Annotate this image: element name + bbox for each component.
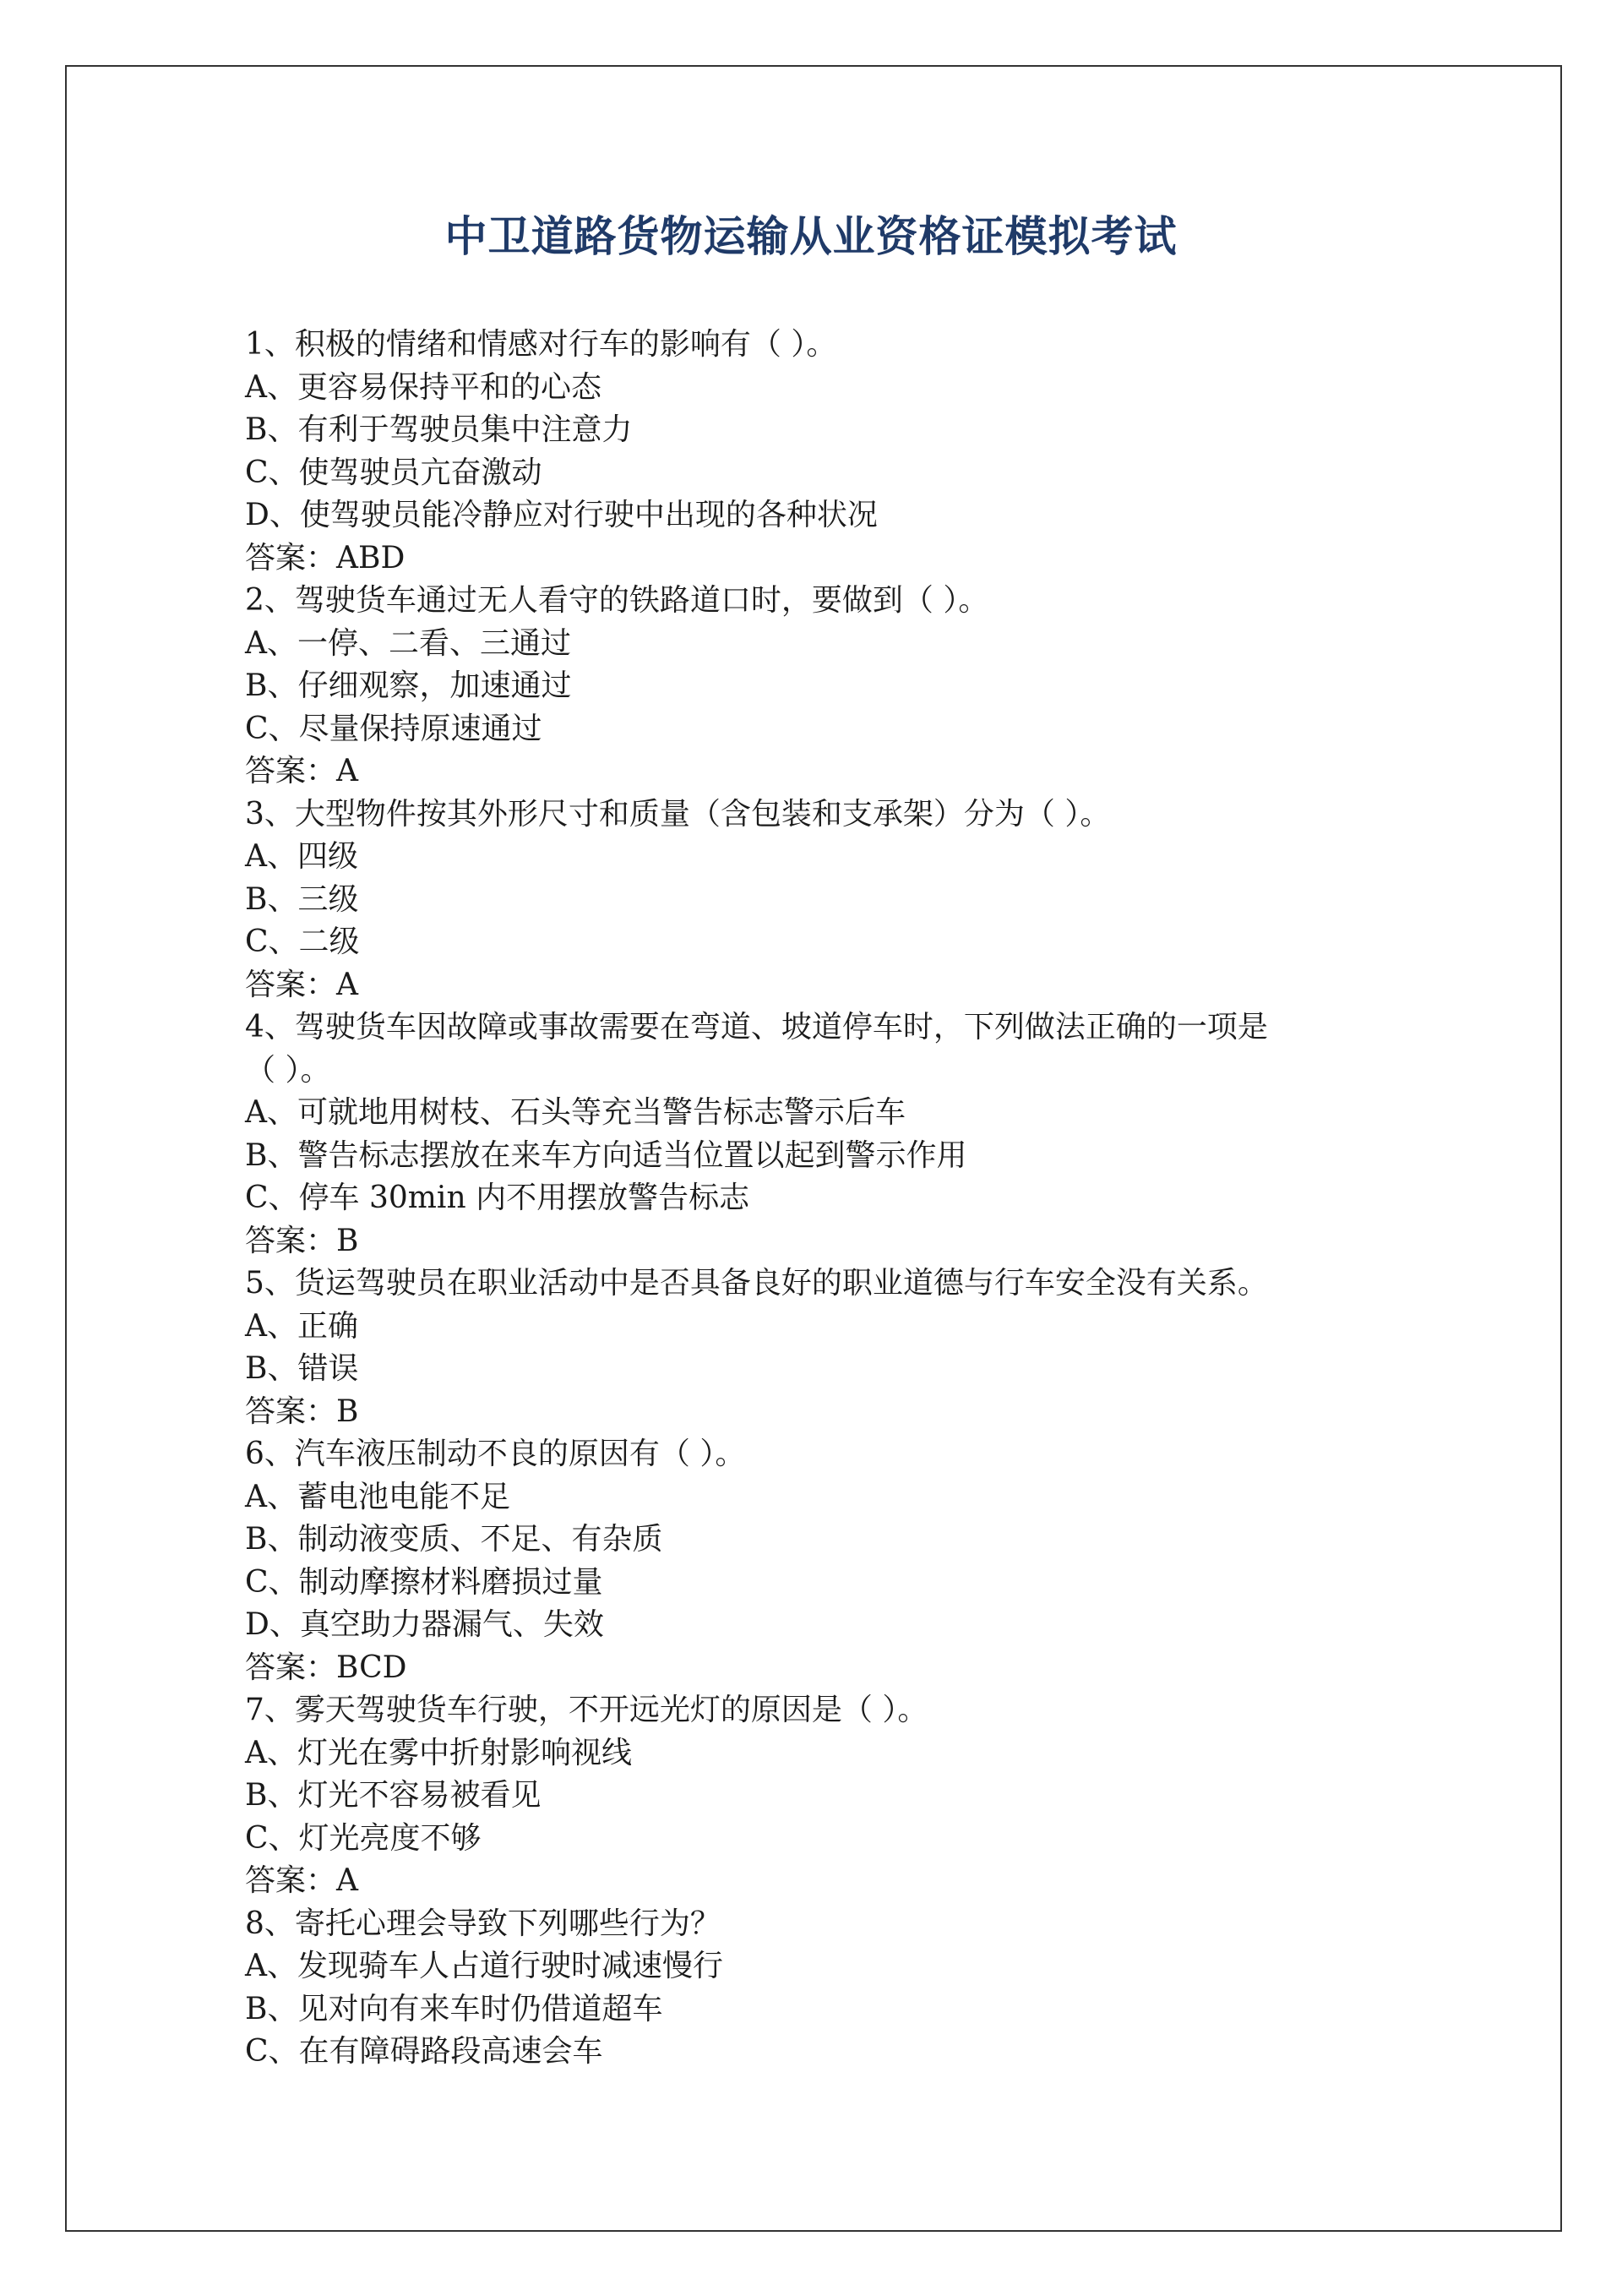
option-b: B、仔细观察，加速通过: [245, 668, 572, 703]
answer-line: 答案：B: [245, 1393, 359, 1429]
option-a: A、灯光在雾中折射影响视线: [245, 1735, 632, 1770]
question-text: 2、驾驶货车通过无人看守的铁路道口时，要做到（ ）。: [245, 583, 989, 618]
answer-line: 答案：ABD: [245, 540, 406, 575]
question-text: 5、货运驾驶员在职业活动中是否具备良好的职业道德与行车安全没有关系。: [245, 1266, 1268, 1301]
answer-line: 答案：A: [245, 1863, 358, 1898]
option-a: A、更容易保持平和的心态: [245, 369, 601, 405]
answer-line: 答案：B: [245, 1223, 359, 1258]
question-text: 4、驾驶货车因故障或事故需要在弯道、坡道停车时，下列做法正确的一项是: [245, 1010, 1268, 1044]
answer-line: 答案：A: [245, 754, 358, 788]
option-b: B、灯光不容易被看见: [245, 1778, 542, 1813]
option-a: A、正确: [245, 1308, 358, 1344]
option-b: B、制动液变质、不足、有杂质: [245, 1522, 663, 1557]
option-a: A、四级: [245, 839, 358, 874]
option-b: B、错误: [245, 1351, 359, 1386]
option-d: D、使驾驶员能冷静应对行驶中出现的各种状况: [245, 498, 878, 532]
question-text: 8、寄托心理会导致下列哪些行为？: [245, 1906, 721, 1941]
option-c: C、二级: [245, 924, 360, 959]
question-6: [245, 1433, 1428, 1689]
option-b: B、警告标志摆放在来车方向适当位置以起到警示作用: [245, 1137, 967, 1173]
option-c: C、尽量保持原速通过: [245, 711, 542, 746]
question-list: [245, 324, 1428, 2074]
question-text: 6、汽车液压制动不良的原因有（ ）。: [245, 1437, 746, 1471]
option-b: B、有利于驾驶员集中注意力: [245, 412, 633, 447]
option-c: C、使驾驶员亢奋激动: [245, 455, 542, 490]
question-text: 1、积极的情绪和情感对行车的影响有（ ）。: [245, 327, 837, 362]
option-a: A、可就地用树枝、石头等充当警告标志警示后车: [245, 1095, 906, 1130]
question-2: [245, 580, 1428, 794]
document-title: 中卫道路货物运输从业资格证模拟考试: [444, 211, 1178, 261]
question-8: [245, 1903, 1428, 2074]
answer-line: 答案：A: [245, 967, 358, 1002]
question-5: [245, 1263, 1428, 1433]
option-d: D、真空助力器漏气、失效: [245, 1607, 604, 1642]
option-a: A、蓄电池电能不足: [245, 1479, 510, 1514]
question-text: 3、大型物件按其外形尺寸和质量（含包装和支承架）分为（ ）。: [245, 796, 1111, 832]
option-c: C、在有障碍路段高速会车: [245, 2034, 603, 2069]
option-b: B、见对向有来车时仍借道超车: [245, 1991, 663, 2026]
option-b: B、三级: [245, 881, 359, 917]
question-4: [245, 1006, 1428, 1263]
option-c: C、制动摩擦材料磨损过量: [245, 1564, 603, 1600]
option-a: A、发现骑车人占道行驶时减速慢行: [245, 1949, 723, 1983]
option-c: C、停车 30min 内不用摆放警告标志: [245, 1181, 750, 1215]
answer-line: 答案：BCD: [245, 1650, 407, 1685]
question-1: [245, 324, 1428, 580]
question-text-continued: （ ）。: [245, 1052, 331, 1088]
option-a: A、一停、二看、三通过: [245, 625, 571, 661]
question-text: 7、雾天驾驶货车行驶，不开远光灯的原因是（ ）。: [245, 1693, 928, 1727]
question-7: [245, 1689, 1428, 1903]
option-c: C、灯光亮度不够: [245, 1820, 482, 1856]
question-3: [245, 794, 1428, 1007]
